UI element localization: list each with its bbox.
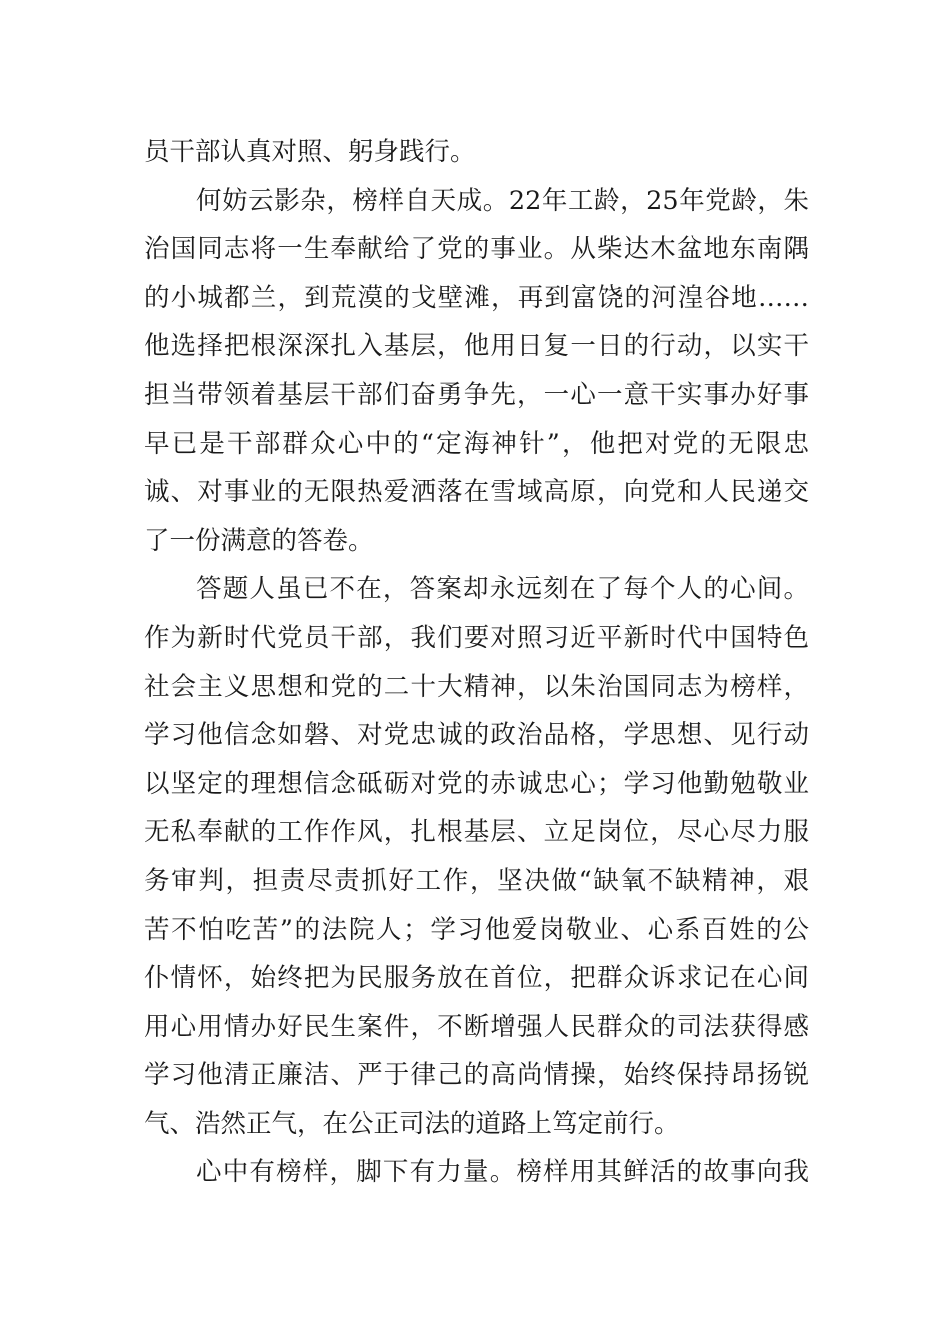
- text-line: 早已是干部群众心中的“定海神针”，他把对党的无限忠: [144, 428, 809, 459]
- text-line: 社会主义思想和党的二十大精神，以朱治国同志为榜样，: [144, 671, 809, 702]
- text-line: 学习他清正廉洁、严于律己的高尚情操，始终保持昂扬锐: [144, 1060, 809, 1091]
- text-line: 治国同志将一生奉献给了党的事业。从柴达木盆地东南隅: [144, 234, 809, 265]
- text-line: 务审判，担责尽责抓好工作，坚决做“缺氧不缺精神，艰: [144, 865, 809, 896]
- text-line: 气、浩然正气，在公正司法的道路上笃定前行。: [144, 1108, 680, 1139]
- text-line: 员干部认真对照、躬身践行。: [144, 137, 476, 167]
- text-line: 苦不怕吃苦”的法院人；学习他爱岗敬业、心系百姓的公: [144, 914, 809, 945]
- text-line: 的小城都兰，到荒漠的戈壁滩，再到富饶的河湟谷地……: [144, 282, 809, 313]
- document-body: [144, 128, 809, 1197]
- text-line: 用心用情办好民生案件，不断增强人民群众的司法获得感: [144, 1011, 809, 1042]
- paragraph-first-line: 答题人虽已不在，答案却永远刻在了每个人的心间。: [196, 574, 809, 605]
- text-line: 无私奉献的工作作风，扎根基层、立足岗位，尽心尽力服: [144, 817, 809, 848]
- paragraph-first-line: 何妨云影杂，榜样自天成。22年工龄，25年党龄，朱: [196, 185, 809, 216]
- text-line: 学习他信念如磐、对党忠诚的政治品格，学思想、见行动: [144, 720, 809, 751]
- paragraph-first-line: 心中有榜样，脚下有力量。榜样用其鲜活的故事向我: [196, 1157, 809, 1188]
- text-line: 担当带领着基层干部们奋勇争先，一心一意干实事办好事: [144, 379, 809, 410]
- text-line: 诚、对事业的无限热爱洒落在雪域高原，向党和人民递交: [144, 477, 809, 508]
- text-line: 仆情怀，始终把为民服务放在首位，把群众诉求记在心间: [144, 963, 809, 994]
- text-line: 作为新时代党员干部，我们要对照习近平新时代中国特色: [144, 622, 809, 653]
- text-line: 了一份满意的答卷。: [144, 525, 374, 556]
- text-line: 以坚定的理想信念砥砺对党的赤诚忠心；学习他勤勉敬业: [144, 768, 809, 799]
- text-line: 他选择把根深深扎入基层，他用日复一日的行动，以实干: [144, 331, 809, 362]
